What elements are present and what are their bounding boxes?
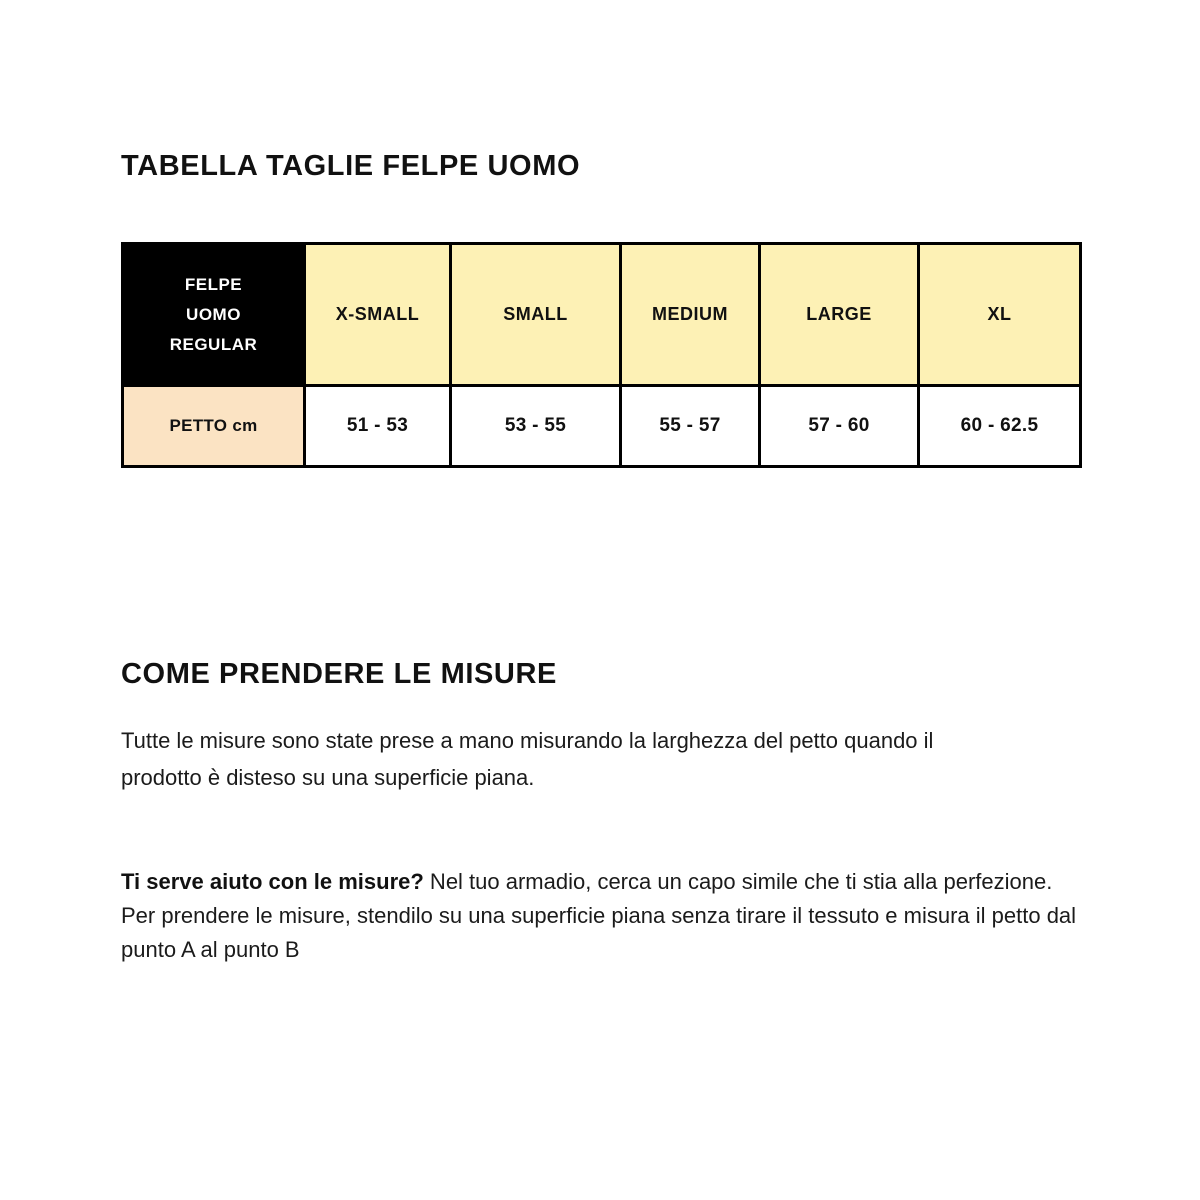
size-table-corner-cell <box>123 244 305 386</box>
size-header-x-small: X-SMALL <box>305 244 451 386</box>
size-header-large: LARGE <box>760 244 919 386</box>
size-table-header-row <box>123 244 1081 386</box>
petto-value-x-small: 51 - 53 <box>305 386 451 467</box>
corner-label-line-1: FELPE <box>184 274 243 294</box>
corner-label-line-2: UOMO <box>186 304 241 324</box>
petto-value-small: 53 - 55 <box>451 386 621 467</box>
measure-help-lead: Ti serve aiuto con le misure? <box>121 869 424 894</box>
measure-help-text: Nel tuo armadio, cerca un capo simile che ti stia alla perfezione. Per prendere le misure, stendilo su una superficie piana senza tirare il tessuto e misura il petto dal punto A al punto B <box>121 869 1077 962</box>
size-header-small: SMALL <box>451 244 621 386</box>
size-table <box>121 242 1082 468</box>
petto-value-xl: 60 - 62.5 <box>919 386 1081 467</box>
measure-section-heading: COME PRENDERE LE MISURE <box>121 658 557 690</box>
measure-help <box>121 865 1086 967</box>
size-header-xl: XL <box>919 244 1081 386</box>
row-label-petto: PETTO cm <box>123 386 305 467</box>
measure-description: Tutte le misure sono state prese a mano misurando la larghezza del petto quando il prodotto è disteso su una superficie piana. <box>121 728 934 790</box>
petto-value-large: 57 - 60 <box>760 386 919 467</box>
corner-label-line-3: REGULAR <box>169 334 258 354</box>
size-table-row-petto <box>123 386 1081 467</box>
petto-value-medium: 55 - 57 <box>621 386 760 467</box>
size-header-medium: MEDIUM <box>621 244 760 386</box>
page-title: TABELLA TAGLIE FELPE UOMO <box>121 150 581 182</box>
